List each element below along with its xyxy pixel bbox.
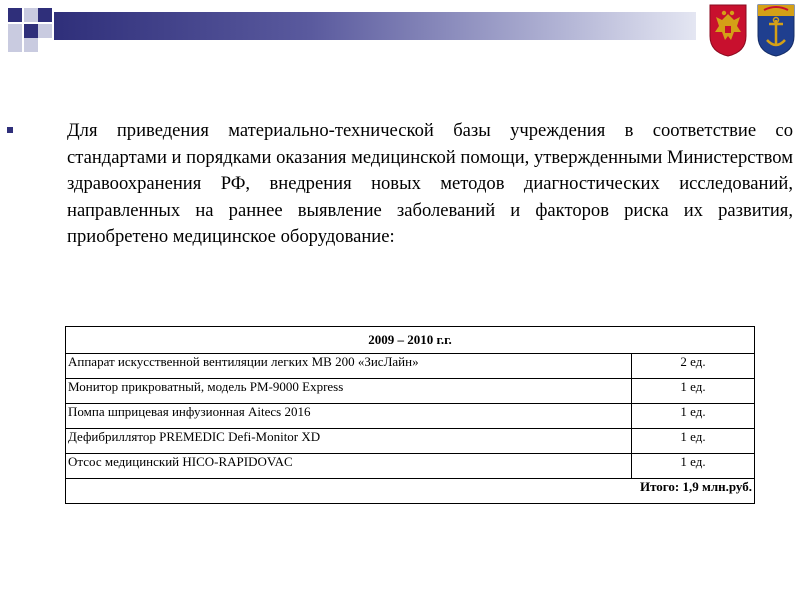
paragraph-text: Для приведения материально-технической базы учреждения в соответствие со стандартами и порядками оказания медицинской помощи, утвержденными Министерством здравоохранения РФ, внедрения новых методов диагностических исследований, направленных на раннее выявление заболеваний и факторов риска их развития, приобретено медицинское оборудование: — [67, 120, 793, 247]
table-header: 2009 – 2010 г.г. — [66, 327, 755, 354]
table-row — [66, 379, 755, 404]
decor-square — [8, 38, 22, 52]
decor-square — [24, 8, 38, 22]
russian-coat-of-arms-icon — [707, 2, 749, 58]
table-row — [66, 454, 755, 479]
equipment-qty: 1 ед. — [632, 454, 755, 479]
table-total-row — [66, 479, 755, 504]
decor-square — [24, 24, 38, 38]
table-header-row — [66, 327, 755, 354]
table-row — [66, 404, 755, 429]
table-row — [66, 429, 755, 454]
equipment-qty: 1 ед. — [632, 404, 755, 429]
bullet-marker — [7, 127, 13, 133]
table-row — [66, 354, 755, 379]
decor-square — [38, 8, 52, 22]
decor-square — [38, 24, 52, 38]
murmansk-oblast-coat-of-arms-icon — [755, 2, 797, 58]
decor-square — [8, 24, 22, 38]
equipment-name: Отсос медицинский HICO-RAPIDOVAC — [66, 454, 632, 479]
equipment-qty: 1 ед. — [632, 429, 755, 454]
equipment-name: Дефибриллятор PREMEDIC Defi-Monitor XD — [66, 429, 632, 454]
equipment-name: Монитор прикроватный, модель РМ-9000 Express — [66, 379, 632, 404]
header-gradient-bar — [54, 12, 696, 40]
table-total: Итого: 1,9 млн.руб. — [66, 479, 755, 504]
equipment-name: Помпа шприцевая инфузионная Aitecs 2016 — [66, 404, 632, 429]
body-paragraph — [67, 118, 793, 251]
equipment-qty: 2 ед. — [632, 354, 755, 379]
decor-square — [8, 8, 22, 22]
equipment-table — [65, 326, 755, 504]
equipment-qty: 1 ед. — [632, 379, 755, 404]
decor-square — [24, 38, 38, 52]
equipment-name: Аппарат искусственной вентиляции легких MB 200 «ЗисЛайн» — [66, 354, 632, 379]
